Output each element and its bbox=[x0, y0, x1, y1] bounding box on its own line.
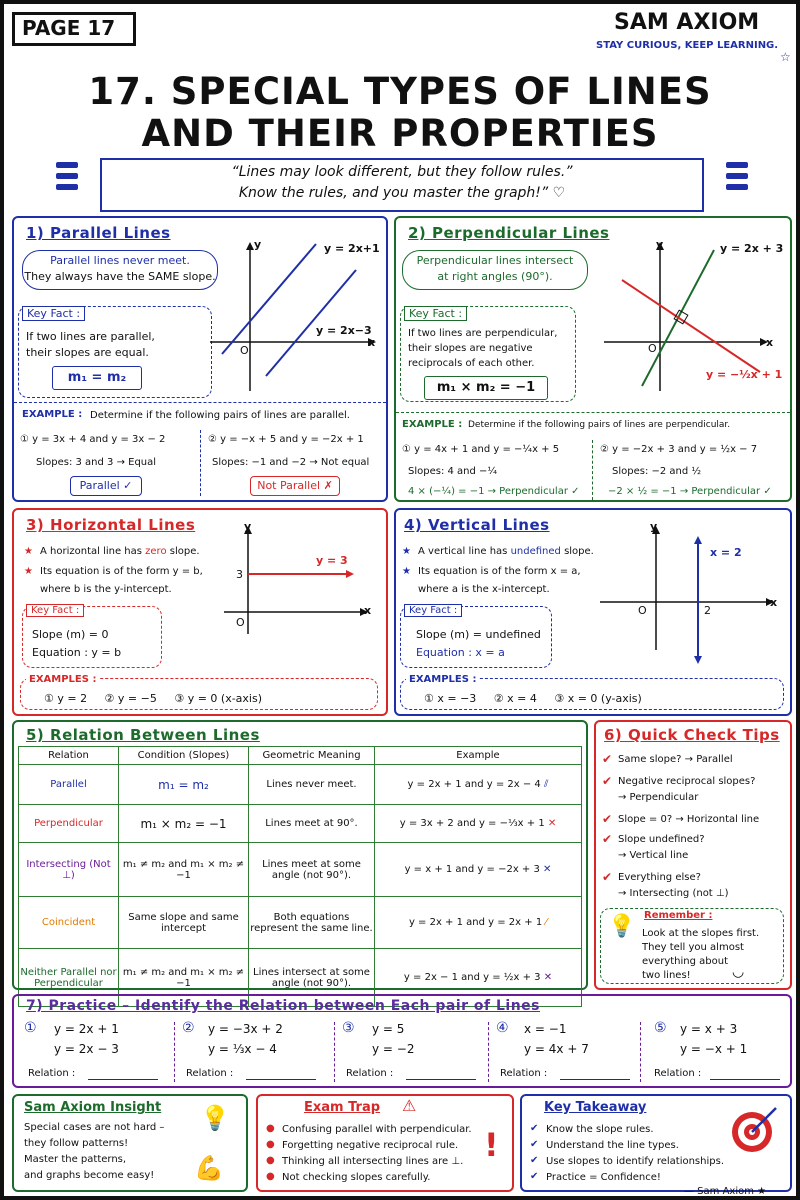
vertical-bullet1-word: undefined bbox=[510, 546, 561, 557]
tip-item: → Vertical line bbox=[618, 850, 689, 861]
remember-line: Look at the slopes first. bbox=[642, 928, 760, 939]
bullet-icon: ● bbox=[266, 1123, 275, 1134]
relation-example: y = 2x − 1 and y = ½x + 3 bbox=[403, 972, 541, 983]
page-title-line2: AND THEIR PROPERTIES bbox=[141, 112, 659, 155]
check-icon: ✔ bbox=[530, 1155, 539, 1166]
check-icon: ✔ bbox=[602, 832, 613, 846]
horizontal-star2-icon: ★ bbox=[24, 566, 33, 577]
parallel-ex2-slopes: Slopes: −1 and −2 → Not equal bbox=[212, 457, 370, 468]
practice-num: ⑤ bbox=[654, 1020, 667, 1036]
perpendicular-ex1-slopes: Slopes: 4 and −¼ bbox=[408, 466, 498, 477]
col-example: Example bbox=[375, 747, 582, 765]
check-icon: ✔ bbox=[602, 812, 613, 826]
vertical-star2-icon: ★ bbox=[402, 566, 411, 577]
insight-line: Master the patterns, bbox=[24, 1154, 127, 1165]
practice-eq-a: y = 5 bbox=[372, 1022, 405, 1036]
smiley-icon: ◡ bbox=[732, 964, 745, 980]
parallel-origin: O bbox=[240, 344, 249, 357]
horizontal-heading: 3) Horizontal Lines bbox=[26, 516, 196, 534]
vertical-keyfact-2: Equation : x = a bbox=[416, 646, 505, 659]
parallel-ex1-slopes: Slopes: 3 and 3 → Equal bbox=[36, 457, 157, 468]
perpendicular-eq1: y = 2x + 3 bbox=[720, 242, 784, 255]
check-icon: ✔ bbox=[530, 1171, 539, 1182]
insight-line: and graphs become easy! bbox=[24, 1170, 155, 1181]
bullet-icon: ● bbox=[266, 1171, 275, 1182]
relation-meaning: Lines meet at some angle (not 90°). bbox=[249, 843, 375, 897]
parallel-ex2-result: Not Parallel ✗ bbox=[250, 476, 340, 496]
practice-answer-blank[interactable] bbox=[246, 1070, 316, 1080]
tip-item: Slope undefined? bbox=[618, 834, 705, 845]
parallel-bubble-text2: They always have the SAME slope. bbox=[24, 270, 216, 283]
relation-name: Perpendicular bbox=[19, 805, 119, 843]
relation-name: Coincident bbox=[19, 897, 119, 949]
bullet-icon: ● bbox=[266, 1139, 275, 1150]
relation-example-cell bbox=[375, 805, 582, 843]
parallel-ex2: ② y = −x + 5 and y = −2x + 1 bbox=[208, 434, 364, 445]
perpendicular-bubble-text2: at right angles (90°). bbox=[437, 270, 553, 283]
vertical-star1-icon: ★ bbox=[402, 546, 411, 557]
perpendicular-ex2-slopes: Slopes: −2 and ½ bbox=[612, 466, 702, 477]
vertical-examples-label: EXAMPLES : bbox=[406, 674, 479, 685]
practice-eq-a: y = x + 3 bbox=[680, 1022, 738, 1036]
table-row bbox=[19, 843, 582, 897]
table-row bbox=[19, 805, 582, 843]
parallel-axis-x: x bbox=[368, 336, 376, 349]
line-arrow-top bbox=[694, 536, 702, 544]
horizontal-tick: 3 bbox=[236, 568, 243, 581]
practice-num: ① bbox=[24, 1020, 37, 1036]
takeaway-item: Practice = Confidence! bbox=[546, 1172, 661, 1183]
horizontal-axis-x: x bbox=[364, 604, 372, 617]
perpendicular-eq2: y = −½x + 1 bbox=[706, 368, 783, 381]
relation-example-cell bbox=[375, 897, 582, 949]
perpendicular-example-text: Determine if the following pairs of lines are perpendicular. bbox=[468, 420, 731, 430]
tip-item: → Perpendicular bbox=[618, 792, 699, 803]
check-icon: ✔ bbox=[602, 774, 613, 788]
practice-answer-blank[interactable] bbox=[560, 1070, 630, 1080]
perpendicular-bubble-text1: Perpendicular lines intersect bbox=[416, 254, 574, 267]
relation-example: y = 3x + 2 and y = −⅓x + 1 bbox=[399, 818, 545, 829]
page-label: PAGE 17 bbox=[22, 16, 116, 40]
relation-table bbox=[18, 746, 582, 1007]
horizontal-examples: ① y = 2 ② y = −5 ③ y = 0 (x-axis) bbox=[44, 692, 263, 705]
warning-icon: ⚠ bbox=[402, 1096, 417, 1115]
perpendicular-keyfact-1: If two lines are perpendicular, bbox=[408, 328, 558, 339]
remember-label: Remember : bbox=[644, 910, 713, 921]
bullet-icon: ● bbox=[266, 1155, 275, 1166]
practice-num: ④ bbox=[496, 1020, 509, 1036]
practice-answer-blank[interactable] bbox=[710, 1070, 780, 1080]
relation-meaning: Lines meet at 90°. bbox=[249, 805, 375, 843]
practice-relation-label: Relation : bbox=[654, 1068, 702, 1079]
horizontal-bullet1-post: slope. bbox=[166, 546, 200, 557]
relation-meaning: Both equations represent the same line. bbox=[249, 897, 375, 949]
takeaway-item: Know the slope rules. bbox=[546, 1124, 654, 1135]
vertical-bullet2: Its equation is of the form x = a, bbox=[418, 566, 581, 577]
tip-item: Negative reciprocal slopes? bbox=[618, 776, 756, 787]
practice-eq-a: y = −3x + 2 bbox=[208, 1022, 283, 1036]
tip-item: Same slope? → Parallel bbox=[618, 754, 733, 765]
col-relation: Relation bbox=[19, 747, 119, 765]
quote-line1: “Lines may look different, but they follow rules.” bbox=[231, 164, 573, 180]
perpendicular-lines-icon: ✕ bbox=[547, 818, 557, 829]
coincident-line-icon: ⁄ bbox=[545, 917, 548, 928]
relation-meaning: Lines never meet. bbox=[249, 765, 375, 805]
remember-line: They tell you almost bbox=[642, 942, 744, 953]
horizontal-bullet2: Its equation is of the form y = b, bbox=[40, 566, 203, 577]
takeaway-item: Use slopes to identify relationships. bbox=[546, 1156, 724, 1167]
vertical-keyfact-1: Slope (m) = undefined bbox=[416, 628, 541, 641]
practice-eq-a: y = 2x + 1 bbox=[54, 1022, 119, 1036]
relation-name: Neither Parallel nor Perpendicular bbox=[19, 949, 119, 1007]
practice-relation-label: Relation : bbox=[28, 1068, 76, 1079]
table-row bbox=[19, 765, 582, 805]
page-title-line1: 17. SPECIAL TYPES OF LINES bbox=[88, 70, 712, 113]
vertical-eq: x = 2 bbox=[710, 546, 742, 559]
practice-eq-a: x = −1 bbox=[524, 1022, 567, 1036]
practice-item-3 bbox=[342, 1020, 486, 1084]
vertical-graph bbox=[594, 520, 784, 670]
col-meaning: Geometric Meaning bbox=[249, 747, 375, 765]
lightbulb-icon: 💡 bbox=[608, 914, 636, 939]
y-axis-arrow bbox=[246, 242, 254, 250]
relation-meaning: Lines intersect at some angle (not 90°). bbox=[249, 949, 375, 1007]
horizontal-keyfact-2: Equation : y = b bbox=[32, 646, 122, 659]
vertical-bullet1 bbox=[418, 546, 594, 557]
check-icon: ✔ bbox=[602, 870, 613, 884]
parallel-eq2: y = 2x−3 bbox=[316, 324, 372, 337]
tip-item: Everything else? bbox=[618, 872, 701, 883]
perpendicular-origin: O bbox=[648, 342, 657, 355]
practice-item-4 bbox=[496, 1020, 636, 1084]
vertical-tick: 2 bbox=[704, 604, 711, 617]
practice-eq-b: y = −2 bbox=[372, 1042, 415, 1056]
horizontal-graph bbox=[224, 520, 384, 636]
crossing-lines-icon: ✕ bbox=[543, 972, 553, 983]
relation-cond: Same slope and same intercept bbox=[119, 897, 249, 949]
practice-divider bbox=[174, 1022, 175, 1082]
perpendicular-example-divider bbox=[396, 412, 790, 413]
practice-divider bbox=[334, 1022, 335, 1082]
trap-item: Forgetting negative reciprocal rule. bbox=[282, 1140, 459, 1151]
tip-item: → Intersecting (not ⊥) bbox=[618, 888, 729, 899]
practice-item-2 bbox=[182, 1020, 332, 1084]
parallel-graph bbox=[204, 236, 384, 396]
takeaway-heading: Key Takeaway bbox=[544, 1100, 647, 1115]
practice-answer-blank[interactable] bbox=[406, 1070, 476, 1080]
remember-line: everything about bbox=[642, 956, 729, 967]
practice-eq-b: y = ⅓x − 4 bbox=[208, 1042, 277, 1056]
perpendicular-ex1-calc: 4 × (−¼) = −1 → Perpendicular ✓ bbox=[408, 486, 580, 497]
practice-eq-b: y = −x + 1 bbox=[680, 1042, 748, 1056]
practice-eq-b: y = 4x + 7 bbox=[524, 1042, 589, 1056]
parallel-eq1: y = 2x+1 bbox=[324, 242, 380, 255]
practice-relation-label: Relation : bbox=[500, 1068, 548, 1079]
line-arrow-bottom bbox=[694, 656, 702, 664]
trap-item: Confusing parallel with perpendicular. bbox=[282, 1124, 472, 1135]
quote-deco-left bbox=[56, 162, 78, 192]
practice-item-1 bbox=[24, 1020, 168, 1084]
vertical-axis-x: x bbox=[770, 596, 778, 609]
parallel-keyfact-1: If two lines are parallel, bbox=[26, 330, 155, 343]
star-icon: ☆ bbox=[780, 50, 791, 64]
parallel-bubble-text1: Parallel lines never meet. bbox=[50, 254, 190, 267]
practice-relation-label: Relation : bbox=[346, 1068, 394, 1079]
parallel-heading: 1) Parallel Lines bbox=[26, 224, 171, 242]
relation-example-cell bbox=[375, 843, 582, 897]
vertical-keyfact-label: Key Fact : bbox=[404, 604, 462, 617]
parallel-lines-icon: ⫽ bbox=[543, 779, 549, 790]
line-2x-plus-1 bbox=[222, 244, 316, 354]
relation-cond: m₁ ≠ m₂ and m₁ × m₂ ≠ −1 bbox=[119, 949, 249, 1007]
horizontal-bullet1-pre: A horizontal line has bbox=[40, 546, 146, 557]
practice-num: ② bbox=[182, 1020, 195, 1036]
author-tagline: STAY CURIOUS, KEEP LEARNING. bbox=[596, 40, 779, 51]
horizontal-bullet3: where b is the y-intercept. bbox=[40, 584, 172, 595]
insight-line: they follow patterns! bbox=[24, 1138, 129, 1149]
horizontal-keyfact-label: Key Fact : bbox=[26, 604, 84, 617]
practice-relation-label: Relation : bbox=[186, 1068, 234, 1079]
parallel-ex1-result: Parallel ✓ bbox=[70, 476, 142, 496]
vertical-axis-y: y bbox=[650, 520, 658, 533]
vertical-heading: 4) Vertical Lines bbox=[404, 516, 550, 534]
perpendicular-ex2: ② y = −2x + 3 and y = ½x − 7 bbox=[600, 444, 758, 455]
vertical-bullet1-post: slope. bbox=[560, 546, 594, 557]
vertical-bullet3: where a is the x-intercept. bbox=[418, 584, 550, 595]
relation-header-row bbox=[19, 747, 582, 765]
quote-line2: Know the rules, and you master the graph!” ♡ bbox=[238, 185, 566, 201]
flexed-arm-icon: 💪 bbox=[194, 1154, 224, 1182]
perpendicular-keyfact-2: their slopes are negative bbox=[408, 343, 533, 354]
relation-example: y = x + 1 and y = −2x + 3 bbox=[404, 864, 540, 875]
vertical-origin: O bbox=[638, 604, 647, 617]
horizontal-star1-icon: ★ bbox=[24, 546, 33, 557]
practice-heading: 7) Practice – Identify the Relation between Each pair of Lines bbox=[26, 998, 540, 1014]
horizontal-axis-y: y bbox=[244, 520, 252, 533]
perpendicular-ex1: ① y = 4x + 1 and y = −¼x + 5 bbox=[402, 444, 560, 455]
horizontal-bullet1 bbox=[40, 546, 200, 557]
intersecting-lines-icon: ✕ bbox=[543, 864, 552, 875]
horizontal-examples-label: EXAMPLES : bbox=[26, 674, 99, 685]
check-icon: ✔ bbox=[530, 1139, 539, 1150]
relation-heading: 5) Relation Between Lines bbox=[26, 726, 260, 744]
target-icon bbox=[728, 1104, 780, 1156]
trap-heading: Exam Trap bbox=[304, 1100, 381, 1115]
quote-deco-right bbox=[726, 162, 748, 192]
perpendicular-axis-x: x bbox=[766, 336, 774, 349]
col-condition: Condition (Slopes) bbox=[119, 747, 249, 765]
parallel-keyfact-2: their slopes are equal. bbox=[26, 346, 149, 359]
practice-item-5 bbox=[650, 1020, 786, 1084]
practice-num: ③ bbox=[342, 1020, 355, 1036]
parallel-example-label: EXAMPLE : bbox=[22, 409, 83, 420]
tips-heading: 6) Quick Check Tips bbox=[604, 726, 780, 744]
relation-example: y = 2x + 1 and y = 2x + 1 bbox=[408, 917, 543, 928]
trap-item: Thinking all intersecting lines are ⊥. bbox=[282, 1156, 464, 1167]
parallel-example-text: Determine if the following pairs of lines are parallel. bbox=[90, 410, 350, 421]
parallel-formula: m₁ = m₂ bbox=[67, 370, 127, 385]
practice-divider bbox=[640, 1022, 641, 1082]
relation-cond: m₁ ≠ m₂ and m₁ × m₂ ≠ −1 bbox=[119, 843, 249, 897]
remember-line: two lines! bbox=[642, 970, 691, 981]
horizontal-keyfact-1: Slope (m) = 0 bbox=[32, 628, 109, 641]
tip-item: Slope = 0? → Horizontal line bbox=[618, 814, 760, 825]
relation-cond: m₁ = m₂ bbox=[119, 765, 249, 805]
parallel-keyfact-label: Key Fact : bbox=[22, 306, 85, 321]
practice-eq-b: y = 2x − 3 bbox=[54, 1042, 119, 1056]
relation-cond: m₁ × m₂ = −1 bbox=[119, 805, 249, 843]
parallel-example-divider bbox=[14, 402, 386, 403]
takeaway-signature: — Sam Axiom ★ bbox=[684, 1186, 767, 1197]
check-icon: ✔ bbox=[530, 1123, 539, 1134]
lightbulb-icon: 💡 bbox=[200, 1104, 230, 1132]
table-row bbox=[19, 897, 582, 949]
line-arrow bbox=[346, 570, 354, 578]
practice-answer-blank[interactable] bbox=[88, 1070, 158, 1080]
trap-item: Not checking slopes carefully. bbox=[282, 1172, 431, 1183]
relation-example-cell bbox=[375, 765, 582, 805]
perpendicular-example-label: EXAMPLE : bbox=[402, 419, 463, 430]
parallel-ex1: ① y = 3x + 4 and y = 3x − 2 bbox=[20, 434, 166, 445]
perpendicular-keyfact-label: Key Fact : bbox=[404, 306, 467, 321]
relation-name: Intersecting (Not ⊥) bbox=[19, 843, 119, 897]
parallel-ex-divider bbox=[200, 430, 201, 496]
relation-name: Parallel bbox=[19, 765, 119, 805]
vertical-examples: ① x = −3 ② x = 4 ③ x = 0 (y-axis) bbox=[424, 692, 642, 705]
perpendicular-ex2-calc: −2 × ½ = −1 → Perpendicular ✓ bbox=[608, 486, 772, 497]
takeaway-item: Understand the line types. bbox=[546, 1140, 679, 1151]
relation-example: y = 2x + 1 and y = 2x − 4 bbox=[407, 779, 541, 790]
perpendicular-ex-divider bbox=[592, 440, 593, 500]
horizontal-origin: O bbox=[236, 616, 245, 629]
perpendicular-heading: 2) Perpendicular Lines bbox=[408, 224, 610, 242]
insight-line: Special cases are not hard – bbox=[24, 1122, 165, 1133]
vertical-bullet1-pre: A vertical line has bbox=[418, 546, 511, 557]
horizontal-bullet1-word: zero bbox=[145, 546, 167, 557]
author-name: SAM AXIOM bbox=[614, 10, 760, 35]
exclamation-icon: ! bbox=[484, 1126, 499, 1164]
horizontal-eq: y = 3 bbox=[316, 554, 348, 567]
insight-heading: Sam Axiom Insight bbox=[24, 1100, 162, 1115]
perpendicular-keyfact-3: reciprocals of each other. bbox=[408, 358, 535, 369]
perpendicular-axis-y: y bbox=[656, 238, 664, 251]
parallel-axis-y: y bbox=[254, 238, 262, 251]
check-icon: ✔ bbox=[602, 752, 613, 766]
practice-divider bbox=[488, 1022, 489, 1082]
perpendicular-formula: m₁ × m₂ = −1 bbox=[436, 380, 536, 395]
